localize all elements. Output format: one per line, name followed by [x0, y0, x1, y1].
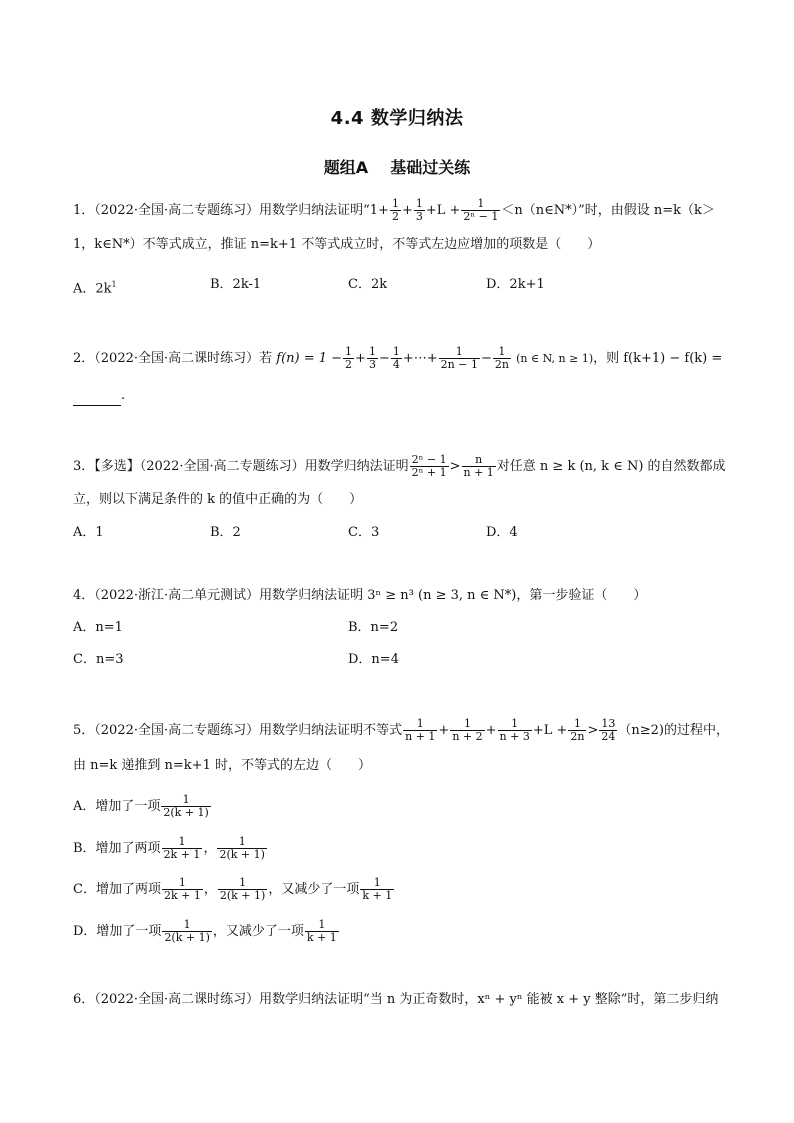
fraction: $\frac{\text{2ⁿ − 1}}{\text{2ⁿ + 1}}$ — [411, 453, 447, 479]
fraction: $\frac{1}{2(k + 1)}$ — [219, 876, 266, 902]
answer-blank[interactable] — [73, 393, 121, 406]
q3-option-a: A．1 — [73, 525, 104, 540]
fraction: $\frac{1}{\text{2ⁿ − 1}}$ — [463, 197, 499, 223]
q1-option-d: D．2k+1 — [486, 277, 545, 292]
fraction: $\frac{1}{4}$ — [392, 345, 400, 371]
question-2-line-1: 2．（2022·全国·高二课时练习）若 f(n) = 1 − $\frac{1}{2}$ + $\frac{1}{3}$ − $\frac{1}{4}$ +⋯+ $\frac{1}{2n - 1}$ − $\frac{1}{2n}$ (n ∈ N, n ≥ 1)，则 f(k+1) − f(k) = — [73, 345, 723, 371]
q4-option-c: C．n=3 — [73, 652, 124, 667]
fraction: $\frac{1}{n + 1}$ — [405, 717, 436, 743]
q1-option-b: B．2k-1 — [210, 277, 262, 292]
section-subtitle — [0, 155, 794, 178]
fraction: $\frac{1}{2(k + 1)}$ — [219, 835, 265, 861]
fraction: $\frac{1}{2}$ — [345, 345, 353, 371]
q4-option-b: B．n=2 — [348, 620, 399, 635]
fraction: $\frac{1}{2n}$ — [570, 717, 585, 743]
q5-option-a: A．增加了一项 $\frac{1}{2(k + 1)}$ — [73, 793, 209, 819]
fraction: $\frac{n}{n + 1}$ — [463, 453, 494, 479]
fraction: $\frac{1}{3}$ — [415, 197, 423, 223]
fraction: $\frac{1}{2n}$ — [494, 345, 509, 371]
subtitle-label: 基础过关练 — [390, 158, 471, 177]
q1-option-a: A．$2k^1$ — [73, 280, 117, 297]
fraction: $\frac{1}{k + 1}$ — [362, 876, 393, 902]
q4-option-a: A．n=1 — [73, 620, 123, 635]
fraction: $\frac{13}{24}$ — [601, 717, 616, 743]
fraction: $\frac{1}{n + 2}$ — [452, 717, 483, 743]
question-5-line-1: 5．（2022·全国·高二专题练习）用数学归纳法证明不等式 $\frac{1}{n + 1}$ + $\frac{1}{n + 2}$ + $\frac{1}{n + 3}$ +L + $\frac{1}{2n}$ > $\frac{13}{24}$ （n≥2)的过程中， — [73, 717, 729, 743]
fraction: $\frac{1}{2k + 1}$ — [163, 876, 201, 902]
fraction: $\frac{1}{2n - 1}$ — [440, 345, 478, 371]
subtitle-group: 题组A — [323, 158, 369, 177]
question-3-line-2: 立，则以下满足条件的 k 的值中正确的为（ ） — [73, 492, 363, 507]
q4-option-d: D．n=4 — [348, 652, 399, 667]
page-title: 4.4 数学归纳法 — [330, 108, 464, 129]
fraction: $\frac{1}{2}$ — [391, 197, 399, 223]
question-1-line-1: 1．（2022·全国·高二专题练习）用数学归纳法证明“1+ $\frac{1}{2}$ + $\frac{1}{3}$ +L + $\frac{1}{\text{2ⁿ − 1}}$ ＜n（n∈N*）”时，由假设 n=k（k＞ — [73, 197, 715, 223]
fraction: $\frac{1}{2k + 1}$ — [163, 835, 201, 861]
question-2-line-2: . — [73, 386, 125, 406]
q3-option-c: C．3 — [348, 525, 380, 540]
q3-option-d: D．4 — [486, 525, 518, 540]
fraction: $\frac{1}{k + 1}$ — [306, 918, 337, 944]
question-5-line-2: 由 n=k 递推到 n=k+1 时，不等式的左边（ ） — [73, 758, 371, 773]
question-3-line-1: 3．【多选】（2022·全国·高二专题练习）用数学归纳法证明 $\frac{\text{2ⁿ − 1}}{\text{2ⁿ + 1}}$ > $\frac{n}{n + 1}$ 对任意 n ≥ k (n, k ∈ N) 的自然数都成 — [73, 453, 726, 479]
fraction: $\frac{1}{3}$ — [368, 345, 376, 371]
q5-option-d: D．增加了一项 $\frac{1}{2(k + 1)}$ ，又减少了一项 $\frac{1}{k + 1}$ — [73, 918, 337, 944]
question-1-line-2: 1，k∈N*）不等式成立，推证 n=k+1 不等式成立时，不等式左边应增加的项数是（ ） — [73, 237, 601, 252]
fraction: $\frac{1}{n + 3}$ — [499, 717, 530, 743]
fraction: $\frac{1}{2(k + 1)}$ — [164, 918, 210, 944]
question-4-line-1: 4．（2022·浙江·高二单元测试）用数学归纳法证明 3ⁿ ≥ n³ (n ≥ 3, n ∈ N*)，第一步验证（ ） — [73, 588, 647, 603]
q5-option-c: C．增加了两项 $\frac{1}{2k + 1}$ ， $\frac{1}{2(k + 1)}$ ，又减少了一项 $\frac{1}{k + 1}$ — [73, 876, 393, 902]
q5-option-b: B．增加了两项 $\frac{1}{2k + 1}$ ， $\frac{1}{2(k + 1)}$ — [73, 835, 265, 861]
q3-option-b: B．2 — [210, 525, 241, 540]
fraction: $\frac{1}{2(k + 1)}$ — [163, 793, 209, 819]
question-6-line-1: 6．（2022·全国·高二课时练习）用数学归纳法证明“当 n 为正奇数时，xⁿ + yⁿ 能被 x + y 整除”时，第二步归纳 — [73, 992, 719, 1007]
q1-option-c: C．2k — [348, 277, 388, 292]
